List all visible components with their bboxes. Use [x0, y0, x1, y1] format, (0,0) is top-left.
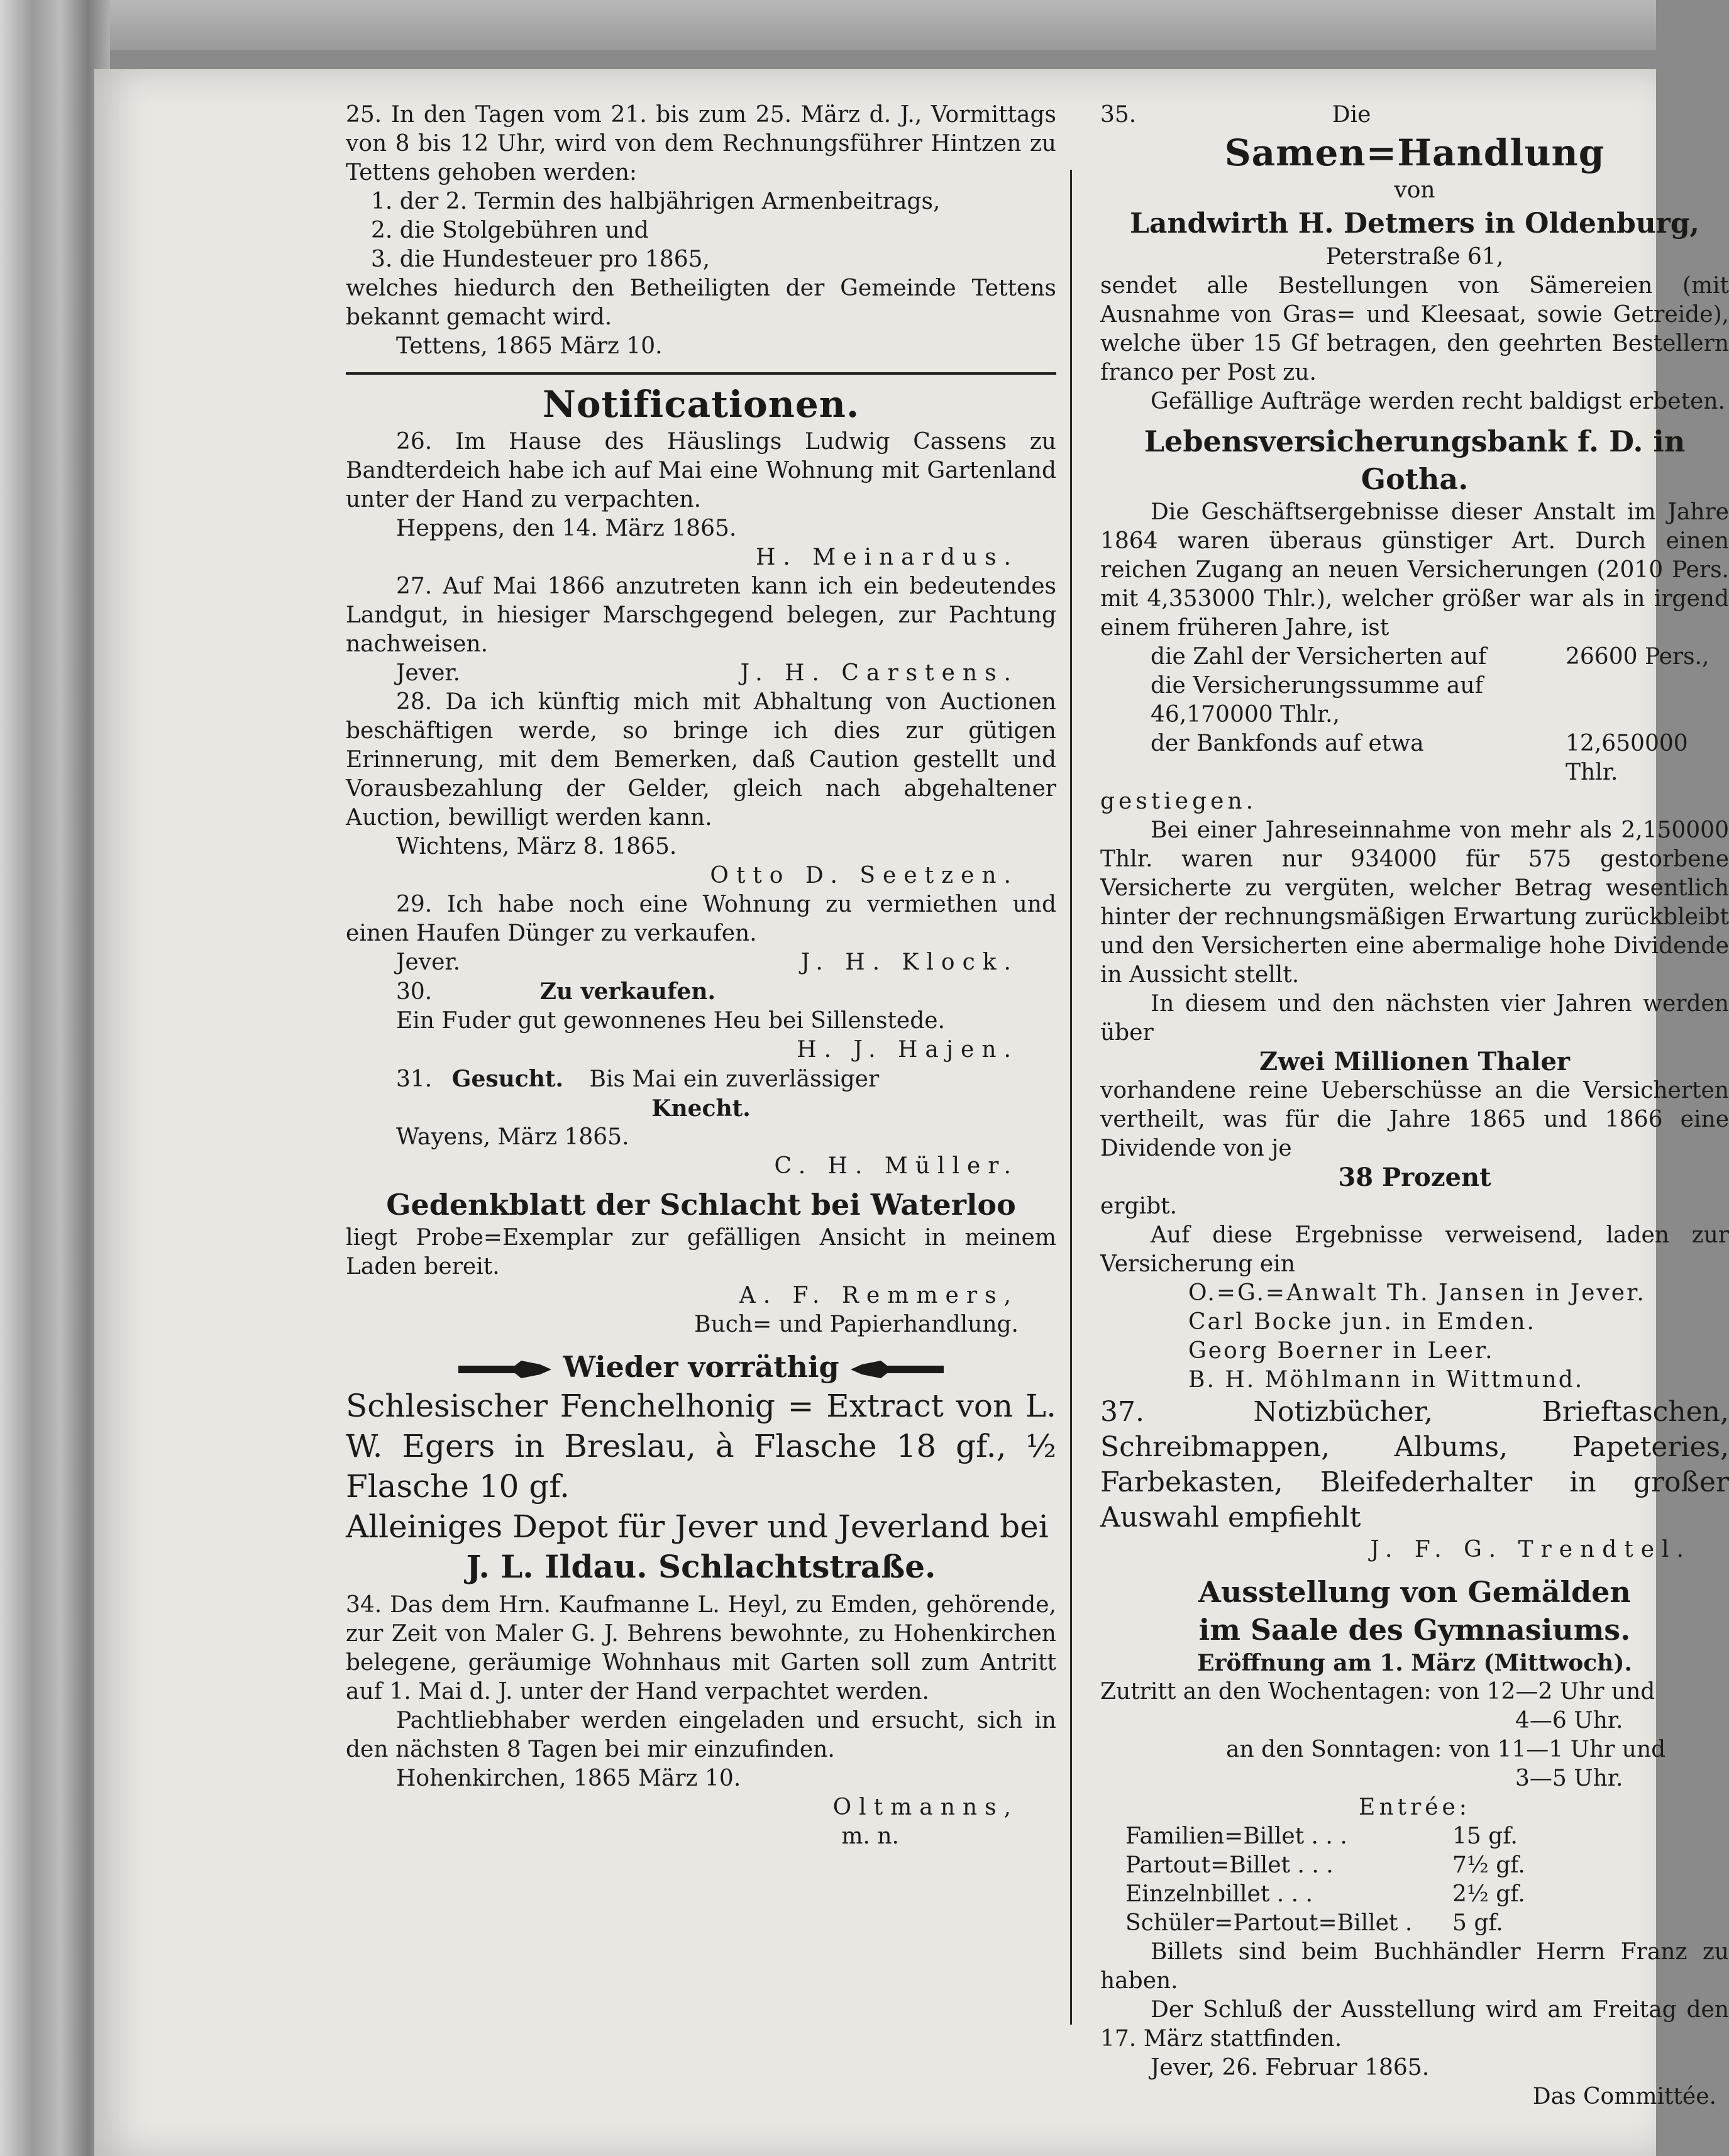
ausstellung-zutritt-2: 4—6 Uhr.	[1515, 1708, 1623, 1733]
left-column	[346, 101, 1056, 1851]
price-label: Schüler=Partout=Billet .	[1125, 1910, 1413, 1936]
notice-31-knecht: Knecht.	[651, 1095, 751, 1122]
notice-30-text: Ein Fuder gut gewonnenes Heu bei Sillenstede.	[396, 1008, 946, 1034]
price-row	[1125, 1851, 1729, 1880]
samen-handlung-heading: Samen=Handlung	[1224, 131, 1605, 174]
figure-label: der Bankfonds auf etwa	[1151, 731, 1424, 756]
ausstellung-price-list	[1100, 1822, 1729, 1938]
ausstellung-billets: Billets sind beim Buchhändler Herrn Franz zu haben.	[1100, 1939, 1729, 1994]
notice-35-text: sendet alle Bestellungen von Sämereien (mit Ausnahme von Gras= und Kleesaat, sowie Getreide), welche über 15 Gf betragen, den geehrten Bestellern franco per Post zu.	[1100, 273, 1729, 385]
wieder-depot: Alleiniges Depot für Jever und Jeverland bei	[346, 1508, 1049, 1545]
ausstellung-heading-2: im Saale des Gymnasiums.	[1198, 1613, 1631, 1647]
list-item: O.=G.=Anwalt Th. Jansen in Jever.	[1188, 1280, 1646, 1306]
ausstellung-heading-1: Ausstellung von Gemälden	[1198, 1575, 1631, 1609]
list-item: 3. die Hundesteuer pro 1865,	[371, 246, 710, 272]
price-row	[1125, 1880, 1729, 1909]
notice-25-place: Tettens, 1865 März 10.	[396, 333, 663, 359]
notice-30-signature: H. J. Hajen.	[797, 1037, 1019, 1063]
notice-27-place: Jever.	[396, 660, 461, 686]
notice-31-text: Bis Mai ein zuverlässiger	[589, 1066, 880, 1092]
gedenkblatt-signature-2: Buch= und Papierhandlung.	[694, 1312, 1019, 1337]
notice-37-signature: J. F. G. Trendtel.	[1370, 1537, 1691, 1562]
notice-30-number: 30.	[396, 979, 433, 1005]
notice-36-para-3: In diesem und den nächsten vier Jahren werden über	[1100, 991, 1729, 1046]
ausstellung-schluss: Der Schluß der Ausstellung wird am Freitag den 17. März stattfinden.	[1100, 1997, 1729, 2052]
notice-34-text: 34. Das dem Hrn. Kaufmanne L. Heyl, zu Emden, gehörende, zur Zeit von Maler G. J. Behrens bewohnte, zu Hohenkirchen belegene, geräumige Wohnhaus mit Garten soll zum Antritt auf 1. Mai d. J. unter der Hand verpachtet werden.	[346, 1592, 1056, 1705]
ausstellung-place: Jever, 26. Februar 1865.	[1151, 2055, 1430, 2081]
ausstellung-signature: Das Committée.	[1532, 2084, 1716, 2109]
lebensversicherungsbank-heading: Lebensversicherungsbank f. D. in Gotha.	[1144, 424, 1686, 496]
notice-29-footer	[346, 948, 1056, 977]
notice-35-top	[1100, 101, 1729, 130]
price-value: 15 gf.	[1452, 1823, 1518, 1849]
notice-36-para-5: Auf diese Ergebnisse verweisend, laden zur Versicherung ein	[1100, 1222, 1729, 1277]
list-item: Georg Boerner in Leer.	[1188, 1338, 1494, 1364]
ausstellung-zutritt-1: Zutritt an den Wochentagen: von 12—2 Uhr und	[1100, 1679, 1655, 1705]
notice-35-name: Landwirth H. Detmers in Oldenburg,	[1130, 207, 1699, 240]
price-row	[1125, 1822, 1729, 1851]
figure-label: die Versicherungssumme auf 46,170000 Thlr.,	[1151, 673, 1483, 727]
list-item: Carl Bocke jun. in Emden.	[1188, 1309, 1536, 1335]
notice-35-address: Peterstraße 61,	[1325, 244, 1504, 270]
notice-36-agents	[1100, 1279, 1729, 1395]
notice-27-footer	[346, 659, 1056, 688]
notice-31-line	[346, 1064, 1056, 1094]
gedenkblatt-heading: Gedenkblatt der Schlacht bei Waterloo	[386, 1188, 1016, 1222]
list-item: 2. die Stolgebühren und	[371, 218, 649, 243]
notice-36-prozent: 38 Prozent	[1338, 1163, 1491, 1192]
column-rule	[1070, 170, 1072, 2025]
newspaper-page	[94, 69, 1729, 2156]
notice-25-tail: welches hiedurch den Betheiligten der Gemeinde Tettens bekannt gemacht wird.	[346, 275, 1056, 330]
wieder-heading-line	[346, 1348, 1056, 1386]
price-label: Partout=Billet . . .	[1125, 1852, 1334, 1878]
figure-label: die Zahl der Versicherten auf	[1151, 644, 1487, 670]
notice-35-von: von	[1394, 177, 1435, 203]
notice-36-zwei-millionen: Zwei Millionen Thaler	[1259, 1047, 1570, 1076]
notice-26-signature: H. Meinardus.	[756, 545, 1019, 570]
notice-34-signature-2: m. n.	[841, 1823, 899, 1849]
notice-36-para-2: Bei einer Jahreseinnahme von mehr als 2,150000 Thlr. waren nur 934000 für 575 gestorbene Versicherte zu vergüten, welcher Betrag wesentlich hinter der rechnungsmäßigen Erwartung zurückbleibt und den Versicherten eine abermalige hohe Dividende in Aussicht stellt.	[1100, 817, 1729, 988]
list-item: 1. der 2. Termin des halbjährigen Armenbeitrags,	[371, 189, 941, 214]
wieder-name: J. L. Ildau. Schlachtstraße.	[466, 1548, 936, 1585]
notice-36-gestiegen: gestiegen.	[1100, 788, 1257, 814]
notice-36-para-4: vorhandene reine Ueberschüsse an die Versicherten vertheilt, was für die Jahre 1865 und 1866 eine Dividende von je	[1100, 1078, 1729, 1161]
notice-36-para-1: Die Geschäftsergebnisse dieser Anstalt im Jahre 1864 waren überaus günstiger Art. Durch einen reichen Zugang an neuen Versicherungen (2010 Pers. mit 4,353000 Thlr.), welcher größer war als in irgend einem früheren Jahre, ist	[1100, 499, 1729, 641]
notice-29-text: 29. Ich habe noch eine Wohnung zu vermiethen und einen Haufen Dünger zu verkaufen.	[346, 892, 1056, 946]
notice-27-signature: J. H. Carstens.	[740, 660, 1019, 686]
figure-row	[1151, 643, 1729, 672]
notice-34-place: Hohenkirchen, 1865 März 10.	[396, 1766, 741, 1791]
book-edge-top	[0, 0, 1656, 50]
ausstellung-entree: Entrée:	[1359, 1794, 1471, 1820]
notice-28-text: 28. Da ich künftig mich mit Abhaltung von Auctionen beschäftigen werde, so bringe ich dies zur gütigen Erinnerung, mit dem Bemerken, daß Caution gestellt und Vorausbezahlung der Gelder, gleich nach abgehaltener Auction, bewilligt werden kann.	[346, 689, 1056, 831]
notice-37-text: 37. Notizbücher, Brieftaschen, Schreibmappen, Albums, Papeteries, Farbekasten, Bleifederhalter in großer Auswahl empfiehlt	[1100, 1396, 1729, 1534]
book-page-edges	[0, 0, 110, 2156]
notice-31-gesucht: Gesucht.	[451, 1066, 564, 1092]
wieder-text: Schlesischer Fenchelhonig = Extract von L. W. Egers in Breslau, à Flasche 18 gf., ½ Flasche 10 gf.	[346, 1388, 1056, 1505]
notice-26-place: Heppens, den 14. März 1865.	[396, 516, 737, 541]
notice-35-text-2: Gefällige Aufträge werden recht baldigst erbeten.	[1151, 389, 1725, 414]
notice-28-place: Wichtens, März 8. 1865.	[396, 834, 677, 860]
price-value: 5 gf.	[1452, 1910, 1503, 1936]
wieder-heading: Wieder vorräthig	[563, 1350, 839, 1384]
notice-31-number: 31.	[396, 1066, 433, 1092]
notice-35-die: Die	[1332, 102, 1371, 128]
figure-value: 26600 Pers.,	[1566, 644, 1710, 670]
right-column	[1100, 101, 1729, 2111]
notice-35-number: 35.	[1100, 102, 1137, 128]
ausstellung-opening: Eröffnung am 1. März (Mittwoch).	[1197, 1650, 1632, 1676]
price-label: Einzelnbillet . . .	[1125, 1881, 1313, 1907]
notice-25-intro: 25. In den Tagen vom 21. bis zum 25. März d. J., Vormittags von 8 bis 12 Uhr, wird von dem Rechnungsführer Hintzen zu Tettens gehoben werden:	[346, 102, 1056, 185]
price-value: 7½ gf.	[1452, 1852, 1525, 1878]
notice-30-heading-line	[346, 977, 1056, 1007]
price-value: 2½ gf.	[1452, 1881, 1525, 1907]
price-label: Familien=Billet . . .	[1125, 1823, 1347, 1849]
pointing-hand-left-icon	[849, 1357, 944, 1382]
notice-30-heading: Zu verkaufen.	[539, 978, 716, 1005]
price-row	[1125, 1909, 1729, 1938]
list-item: B. H. Möhlmann in Wittmund.	[1188, 1367, 1584, 1393]
ausstellung-zutritt-3: an den Sonntagen: von 11—1 Uhr und	[1226, 1737, 1666, 1762]
notice-29-place: Jever.	[396, 949, 461, 975]
notice-26-text: 26. Im Hause des Häuslings Ludwig Cassens zu Bandterdeich habe ich auf Mai eine Wohnung mit Gartenland unter der Hand zu verpachten.	[346, 429, 1056, 512]
gedenkblatt-signature: A. F. Remmers,	[739, 1283, 1019, 1308]
pointing-hand-right-icon	[458, 1357, 553, 1382]
figure-value: 12,650000 Thlr.	[1566, 731, 1688, 785]
figure-row	[1151, 672, 1729, 729]
notice-34-text-2: Pachtliebhaber werden eingeladen und ersucht, sich in den nächsten 8 Tagen bei mir einzufinden.	[346, 1708, 1056, 1762]
figure-value	[1566, 672, 1729, 729]
notice-31-signature: C. H. Müller.	[774, 1153, 1019, 1179]
notice-36-ergibt: ergibt.	[1100, 1193, 1178, 1219]
notice-27-text: 27. Auf Mai 1866 anzutreten kann ich ein bedeutendes Landgut, in hiesiger Marschgegend belegen, zur Pachtung nachweisen.	[346, 573, 1056, 657]
figure-row	[1151, 729, 1729, 787]
notice-36-figures	[1100, 643, 1729, 787]
notice-28-signature: Otto D. Seetzen.	[710, 863, 1019, 888]
notice-29-signature: J. H. Klock.	[800, 949, 1019, 975]
notice-25-list	[346, 187, 1056, 274]
notice-34-signature: Oltmanns,	[832, 1794, 1019, 1820]
gedenkblatt-text: liegt Probe=Exemplar zur gefälligen Ansicht in meinem Laden bereit.	[346, 1225, 1056, 1280]
section-divider	[346, 372, 1056, 375]
notice-31-place: Wayens, März 1865.	[396, 1124, 629, 1150]
notificationen-heading: Notificationen.	[542, 383, 860, 426]
ausstellung-zutritt-4: 3—5 Uhr.	[1515, 1766, 1623, 1791]
